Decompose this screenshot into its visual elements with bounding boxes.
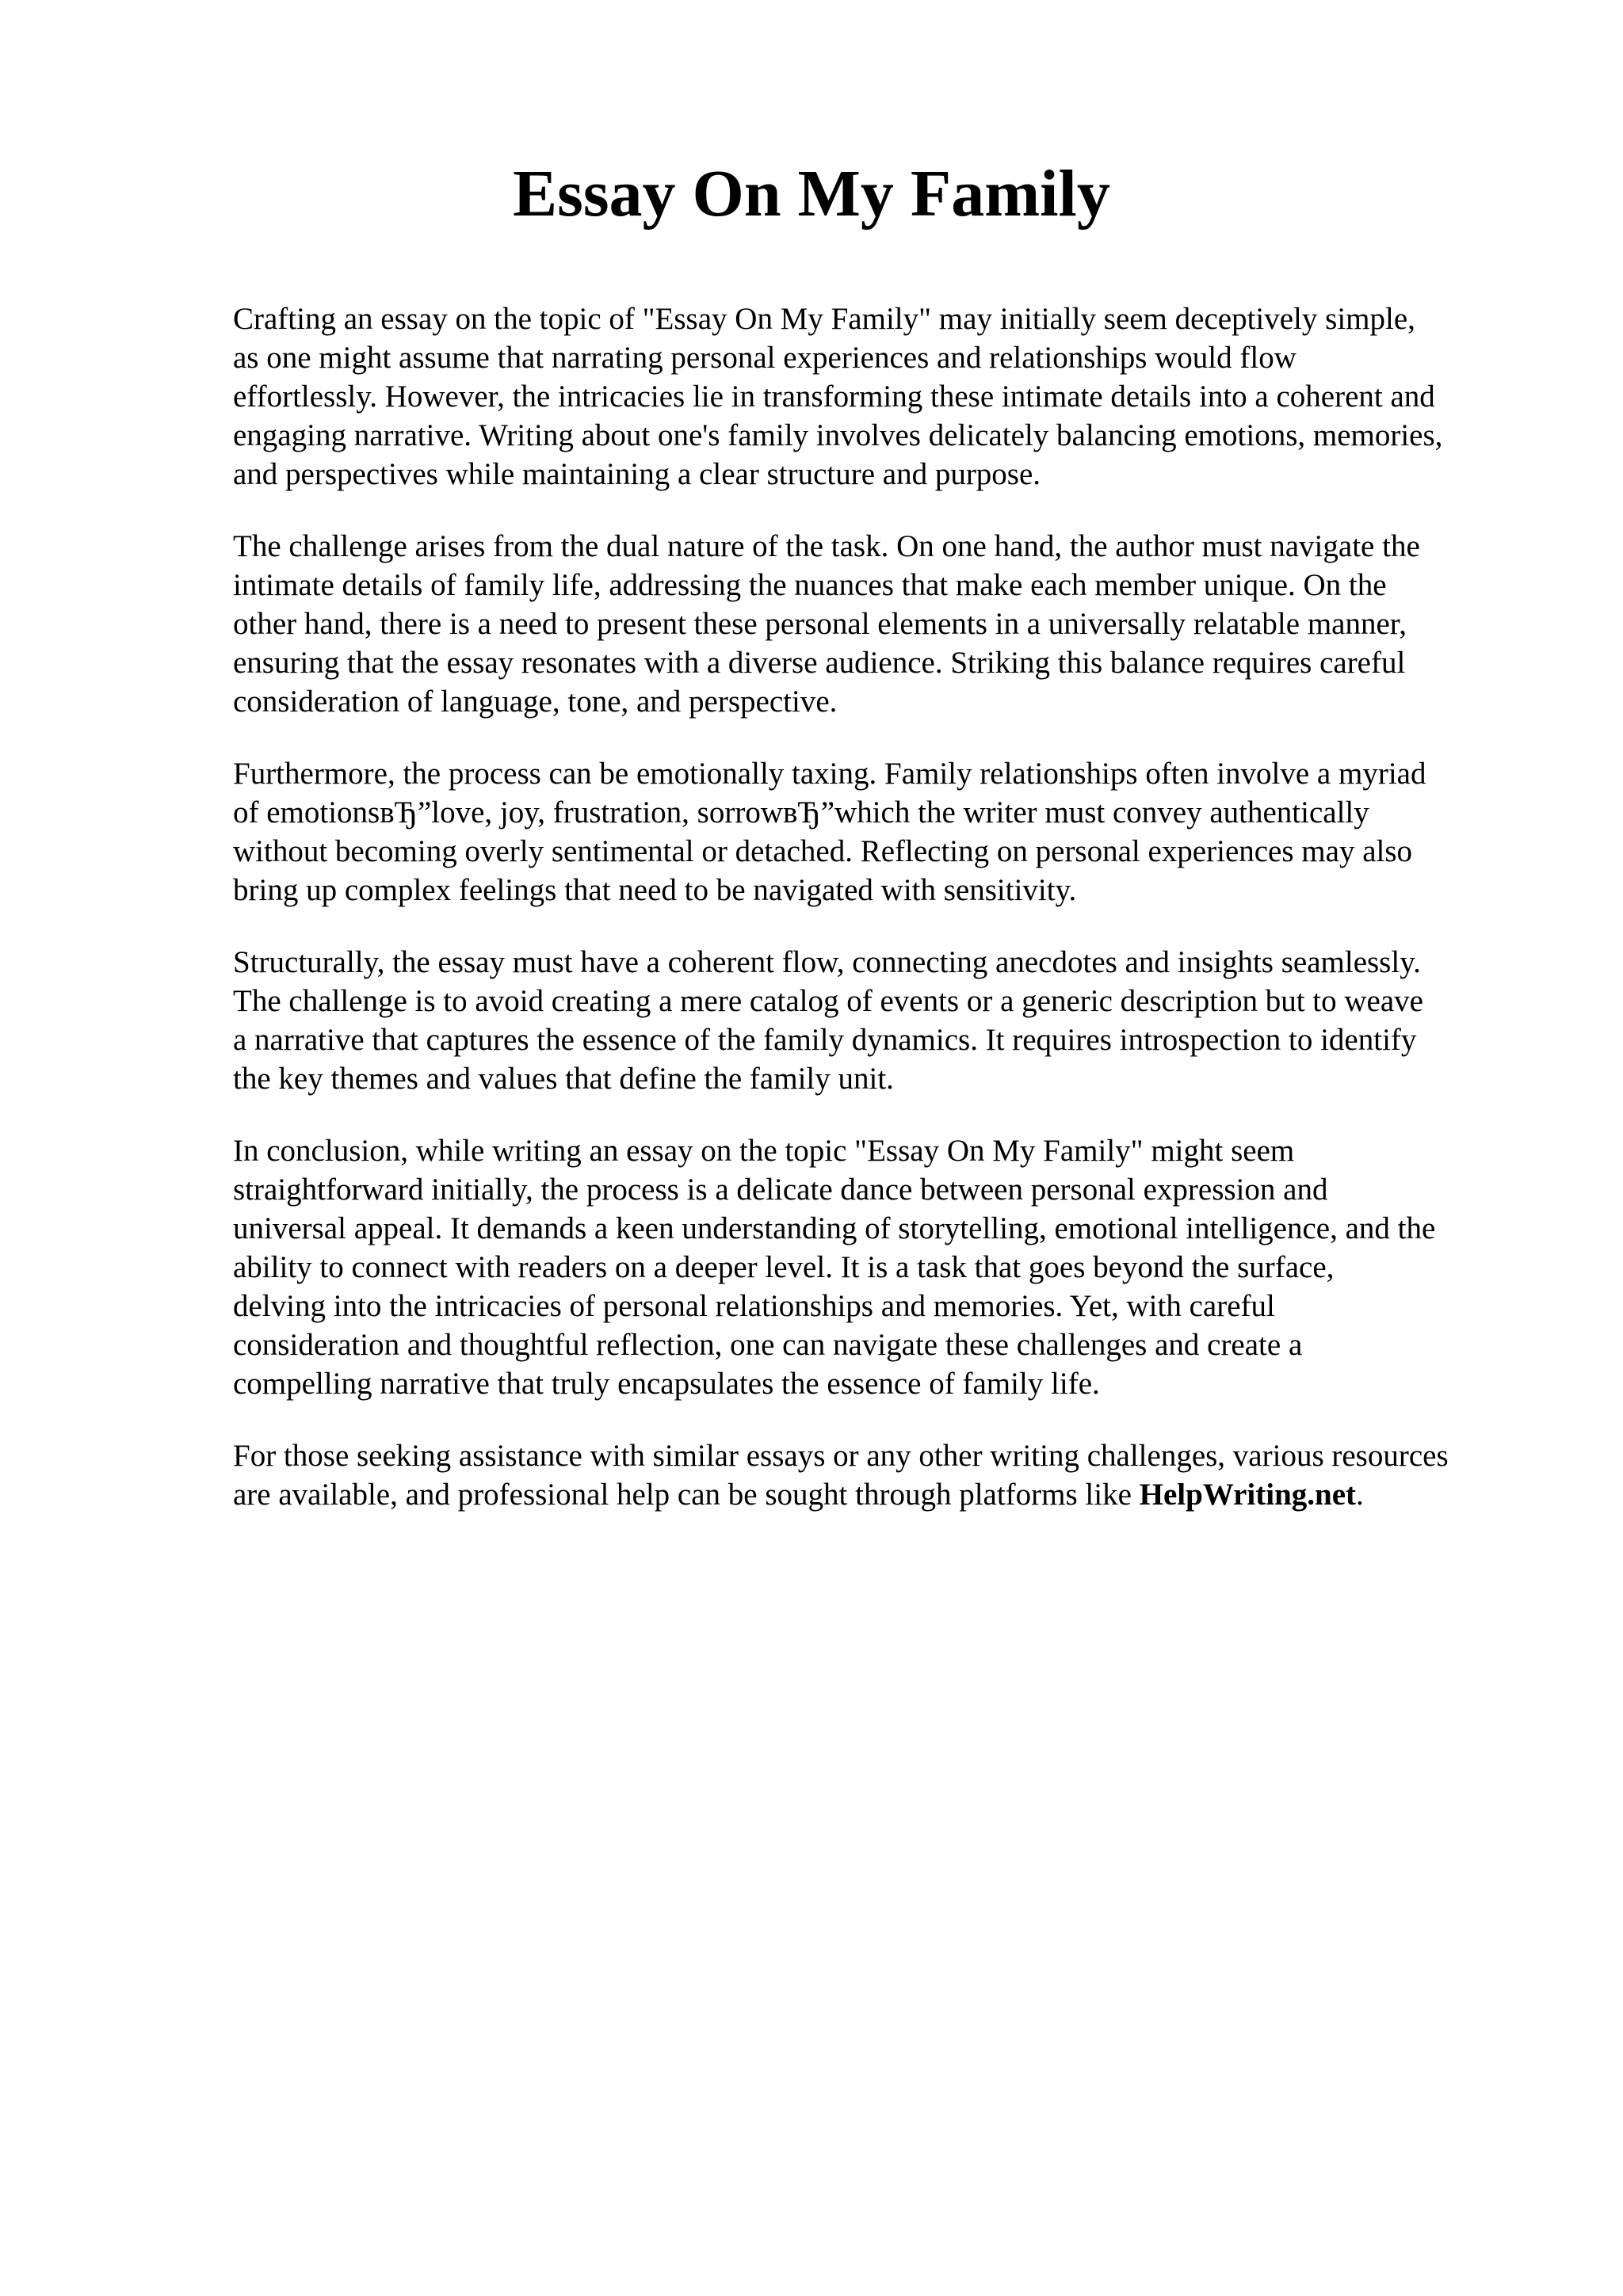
text-line: The challenge arises from the dual nature of the task. On one hand, the author must navigate the	[233, 529, 1420, 563]
text-line: consideration of language, tone, and perspective.	[233, 685, 838, 719]
text-line: the key themes and values that define the family unit.	[233, 1062, 894, 1096]
text-line: Furthermore, the process can be emotionally taxing. Family relationships often involve a myriad	[233, 757, 1426, 791]
text-line: of emotionsвЂ”love, joy, frustration, sorrowвЂ”which the writer must convey authentically	[233, 795, 1369, 830]
paragraph-4	[233, 943, 1541, 1098]
text-line: consideration and thoughtful reflection, one can navigate these challenges and create a	[233, 1328, 1303, 1362]
text-line: In conclusion, while writing an essay on the topic "Essay On My Family" might seem	[233, 1134, 1295, 1168]
document-body	[233, 299, 1541, 1547]
text-line: effortlessly. However, the intricacies lie in transforming these intimate details into a coherent and	[233, 379, 1435, 414]
text-line: without becoming overly sentimental or detached. Reflecting on personal experiences may also	[233, 834, 1413, 868]
paragraph-5	[233, 1131, 1541, 1403]
text-line: Structurally, the essay must have a coherent flow, connecting anecdotes and insights seamlessly.	[233, 945, 1421, 979]
text-line	[233, 1475, 1541, 1514]
closing-text: are available, and professional help can be sought through platforms like	[233, 1478, 1140, 1512]
closing-period: .	[1356, 1478, 1364, 1512]
text-line: and perspectives while maintaining a clear structure and purpose.	[233, 457, 1041, 491]
text-line: as one might assume that narrating personal experiences and relationships would flow	[233, 341, 1296, 375]
text-line: other hand, there is a need to present these personal elements in a universally relatable manner,	[233, 607, 1407, 641]
text-line: a narrative that captures the essence of the family dynamics. It requires introspection to identify	[233, 1023, 1417, 1057]
paragraph-2	[233, 527, 1541, 721]
text-line: bring up complex feelings that need to be navigated with sensitivity.	[233, 873, 1077, 907]
paragraph-3	[233, 754, 1541, 910]
document-title: Essay On My Family	[513, 157, 1110, 231]
text-line: ensuring that the essay resonates with a diverse audience. Striking this balance requires careful	[233, 646, 1406, 680]
text-line: compelling narrative that truly encapsulates the essence of family life.	[233, 1367, 1100, 1401]
paragraph-1	[233, 299, 1541, 494]
text-line: straightforward initially, the process is a delicate dance between personal expression and	[233, 1173, 1328, 1207]
text-line: intimate details of family life, addressing the nuances that make each member unique. On the	[233, 568, 1387, 602]
text-line: Crafting an essay on the topic of "Essay On My Family" may initially seem deceptively simple,	[233, 302, 1415, 336]
helpwriting-link[interactable]: HelpWriting.net	[1139, 1478, 1357, 1512]
text-line: engaging narrative. Writing about one's family involves delicately balancing emotions, memories,	[233, 418, 1443, 452]
closing-paragraph	[233, 1436, 1541, 1514]
text-line: ability to connect with readers on a deeper level. It is a task that goes beyond the surface,	[233, 1250, 1335, 1284]
text-line: delving into the intricacies of personal relationships and memories. Yet, with careful	[233, 1289, 1275, 1323]
text-line: universal appeal. It demands a keen understanding of storytelling, emotional intelligence, and the	[233, 1211, 1436, 1245]
text-line: For those seeking assistance with similar essays or any other writing challenges, various resources	[233, 1439, 1449, 1473]
text-line: The challenge is to avoid creating a mere catalog of events or a generic description but to weave	[233, 984, 1423, 1018]
